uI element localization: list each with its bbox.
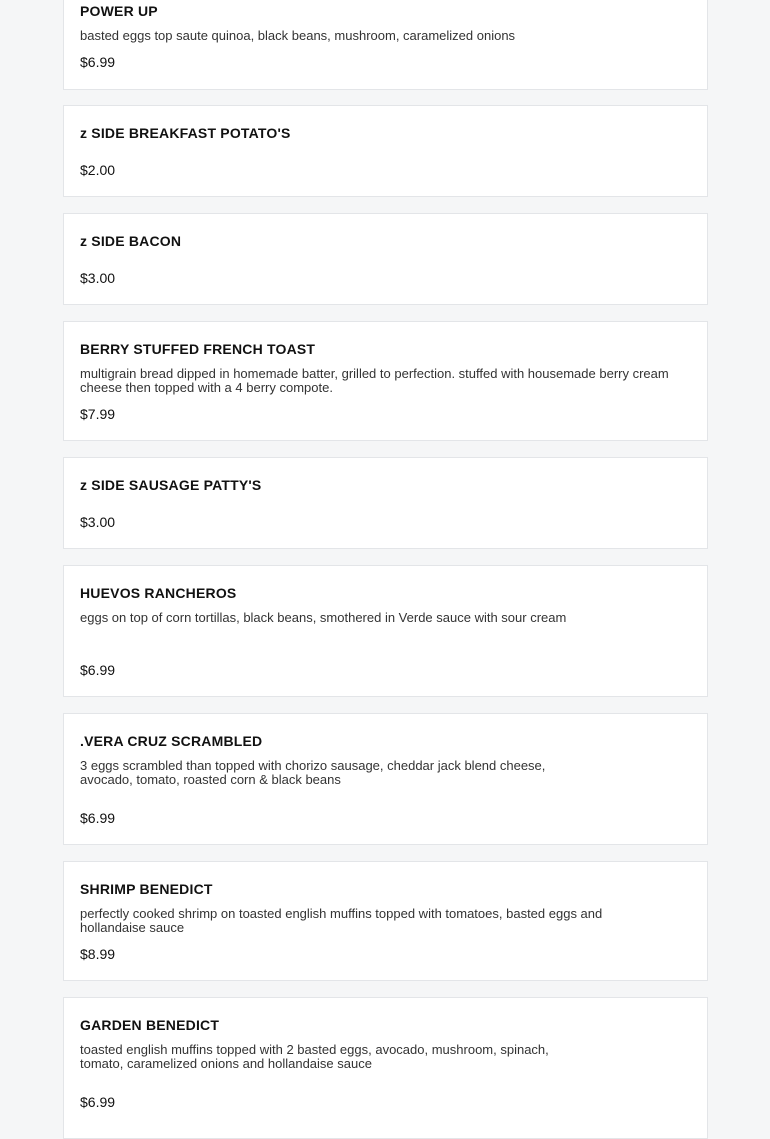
menu-item-description: 3 eggs scrambled than topped with chorizo sausage, cheddar jack blend cheese, avocado, tomato, roasted corn & black beans [80,758,546,787]
menu-item-card[interactable] [63,861,708,981]
menu-item-card[interactable] [63,213,708,305]
menu-item-name: .VERA CRUZ SCRAMBLED [80,733,263,749]
menu-item-price: $2.00 [80,162,116,178]
menu-item-price: $3.00 [80,514,116,530]
menu-item-card[interactable] [63,713,708,845]
menu-item-price: $6.99 [80,54,116,70]
menu-item-name: HUEVOS RANCHEROS [80,585,237,601]
menu-item-price: $6.99 [80,1094,116,1110]
menu-item-name: BERRY STUFFED FRENCH TOAST [80,341,316,357]
menu-item-price: $8.99 [80,946,116,962]
menu-item-price: $6.99 [80,662,116,678]
menu-item-description: perfectly cooked shrimp on toasted english muffins topped with tomatoes, basted eggs and hollandaise sauce [80,906,603,935]
menu-item-card[interactable] [63,565,708,697]
menu-item-description: basted eggs top saute quinoa, black beans, mushroom, caramelized onions [80,28,516,43]
menu-item-card[interactable] [63,0,708,90]
menu-item-name: SHRIMP BENEDICT [80,881,213,897]
menu-item-card[interactable] [63,457,708,549]
menu-item-name: GARDEN BENEDICT [80,1017,220,1033]
menu-item-name: POWER UP [80,3,158,19]
menu-item-description: multigrain bread dipped in homemade batter, grilled to perfection. stuffed with housemade berry cream cheese then topped with a 4 berry compote. [80,366,669,395]
menu-item-name: z SIDE BREAKFAST POTATO'S [80,125,291,141]
menu-item-card[interactable] [63,321,708,441]
menu-item-card[interactable] [63,997,708,1139]
menu-item-card[interactable] [63,105,708,197]
menu-item-price: $3.00 [80,270,116,286]
menu-item-name: z SIDE BACON [80,233,182,249]
menu-item-price: $7.99 [80,406,116,422]
menu-item-name: z SIDE SAUSAGE PATTY'S [80,477,262,493]
menu-item-price: $6.99 [80,810,116,826]
menu-item-description: toasted english muffins topped with 2 basted eggs, avocado, mushroom, spinach, tomato, caramelized onions and hollandaise sauce [80,1042,549,1071]
menu-item-description: eggs on top of corn tortillas, black beans, smothered in Verde sauce with sour cream [80,610,567,625]
